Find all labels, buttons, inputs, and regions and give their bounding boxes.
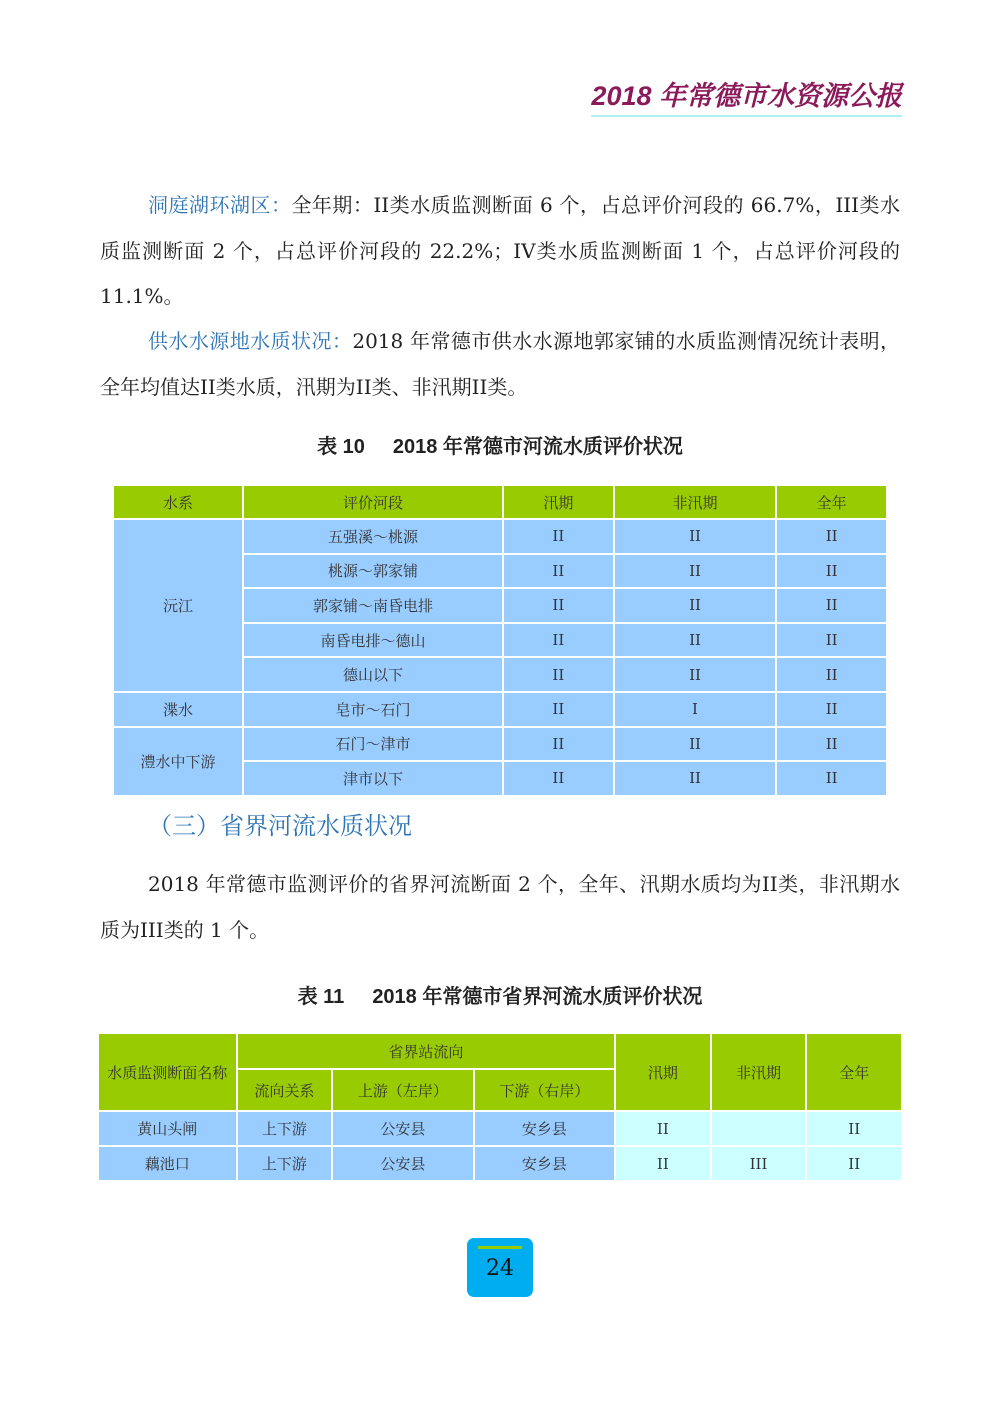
caption-label: 表 10 bbox=[317, 436, 365, 458]
flow-cell: 公安县 bbox=[332, 1146, 474, 1181]
grade-cell: II bbox=[776, 727, 887, 762]
grade-cell: III bbox=[711, 1146, 807, 1181]
header-cell: 全年 bbox=[806, 1033, 902, 1111]
grade-cell bbox=[711, 1111, 807, 1146]
header-cell: 汛期 bbox=[503, 485, 614, 519]
grade-cell: II bbox=[503, 761, 614, 796]
table11 bbox=[97, 1032, 903, 1182]
running-header: 2018 年常德市水资源公报 bbox=[591, 74, 902, 117]
river-section-cell: 皂市～石门 bbox=[243, 692, 503, 727]
header-cell: 上游（左岸） bbox=[332, 1069, 474, 1111]
grade-cell: II bbox=[615, 1111, 710, 1146]
header-cell: 流向关系 bbox=[237, 1069, 332, 1111]
water-system-cell: 澧水中下游 bbox=[113, 727, 243, 796]
table-row bbox=[98, 1111, 902, 1146]
table-row bbox=[113, 727, 887, 762]
lead-phrase: 供水水源地水质状况： bbox=[148, 329, 353, 353]
grade-cell: II bbox=[614, 657, 777, 692]
table10-caption bbox=[0, 430, 1000, 459]
grade-cell: II bbox=[503, 554, 614, 589]
grade-cell: II bbox=[776, 657, 887, 692]
grade-cell: II bbox=[776, 761, 887, 796]
flow-cell: 安乡县 bbox=[474, 1146, 616, 1181]
grade-cell: II bbox=[503, 623, 614, 658]
flow-cell: 上下游 bbox=[237, 1146, 332, 1181]
grade-cell: II bbox=[776, 554, 887, 589]
grade-cell: II bbox=[614, 761, 777, 796]
paragraph-lake-area bbox=[100, 183, 900, 320]
flow-cell: 公安县 bbox=[332, 1111, 474, 1146]
grade-cell: II bbox=[614, 623, 777, 658]
grade-cell: II bbox=[806, 1111, 902, 1146]
water-system-cell: 沅江 bbox=[113, 519, 243, 692]
river-section-cell: 南昏电排～德山 bbox=[243, 623, 503, 658]
table-row bbox=[98, 1146, 902, 1181]
header-cell: 汛期 bbox=[615, 1033, 710, 1111]
header-cell: 非汛期 bbox=[711, 1033, 807, 1111]
table-row bbox=[113, 519, 887, 554]
paragraph-text: 2018 年常德市监测评价的省界河流断面 2 个，全年、汛期水质均为II类，非汛期水质为III类的 1 个。 bbox=[100, 872, 900, 942]
page-number: 24 bbox=[467, 1238, 533, 1297]
grade-cell: II bbox=[503, 692, 614, 727]
water-system-cell: 渫水 bbox=[113, 692, 243, 727]
grade-cell: II bbox=[503, 519, 614, 554]
table-row bbox=[113, 692, 887, 727]
grade-cell: II bbox=[776, 692, 887, 727]
river-section-cell: 桃源～郭家铺 bbox=[243, 554, 503, 589]
paragraph-text: 2018 年常德市供水水源地郭家铺的水质监测情况统计表明，全年均值达II类水质，汛期为II类、非汛期II类。 bbox=[100, 329, 901, 399]
paragraph-water-source bbox=[100, 319, 900, 410]
header-cell: 全年 bbox=[776, 485, 887, 519]
grade-cell: II bbox=[614, 588, 777, 623]
grade-cell: II bbox=[806, 1146, 902, 1181]
grade-cell: II bbox=[776, 519, 887, 554]
grade-cell: II bbox=[614, 519, 777, 554]
caption-title: 2018 年常德市省界河流水质评价状况 bbox=[372, 986, 703, 1008]
header-cell: 省界站流向 bbox=[237, 1033, 616, 1069]
grade-cell: II bbox=[503, 657, 614, 692]
caption-label: 表 11 bbox=[297, 986, 345, 1008]
river-section-cell: 五强溪～桃源 bbox=[243, 519, 503, 554]
grade-cell: II bbox=[776, 588, 887, 623]
grade-cell: II bbox=[776, 623, 887, 658]
grade-cell: II bbox=[503, 588, 614, 623]
flow-cell: 上下游 bbox=[237, 1111, 332, 1146]
caption-title: 2018 年常德市河流水质评价状况 bbox=[392, 436, 683, 458]
header-cell: 水系 bbox=[113, 485, 243, 519]
lead-phrase: 洞庭湖环湖区： bbox=[148, 193, 292, 217]
header-cell: 水质监测断面名称 bbox=[98, 1033, 237, 1111]
grade-cell: II bbox=[614, 554, 777, 589]
table11-caption bbox=[0, 980, 1000, 1009]
header-cell: 下游（右岸） bbox=[474, 1069, 616, 1111]
header-cell: 评价河段 bbox=[243, 485, 503, 519]
station-name-cell: 藕池口 bbox=[98, 1146, 237, 1181]
grade-cell: II bbox=[503, 727, 614, 762]
station-name-cell: 黄山头闸 bbox=[98, 1111, 237, 1146]
grade-cell: II bbox=[614, 727, 777, 762]
river-section-cell: 津市以下 bbox=[243, 761, 503, 796]
grade-cell: II bbox=[615, 1146, 710, 1181]
section-heading: （三）省界河流水质状况 bbox=[148, 812, 412, 840]
paragraph-text: 全年期：II类水质监测断面 6 个，占总评价河段的 66.7%，III类水质监测断面 2 个，占总评价河段的 22.2%；IV类水质监测断面 1 个，占总评价河段的 11.1%。 bbox=[100, 193, 900, 308]
grade-cell: I bbox=[614, 692, 777, 727]
table10 bbox=[112, 484, 888, 797]
river-section-cell: 德山以下 bbox=[243, 657, 503, 692]
paragraph-provincial bbox=[100, 862, 900, 953]
flow-cell: 安乡县 bbox=[474, 1111, 616, 1146]
river-section-cell: 石门～津市 bbox=[243, 727, 503, 762]
river-section-cell: 郭家铺～南昏电排 bbox=[243, 588, 503, 623]
header-cell: 非汛期 bbox=[614, 485, 777, 519]
